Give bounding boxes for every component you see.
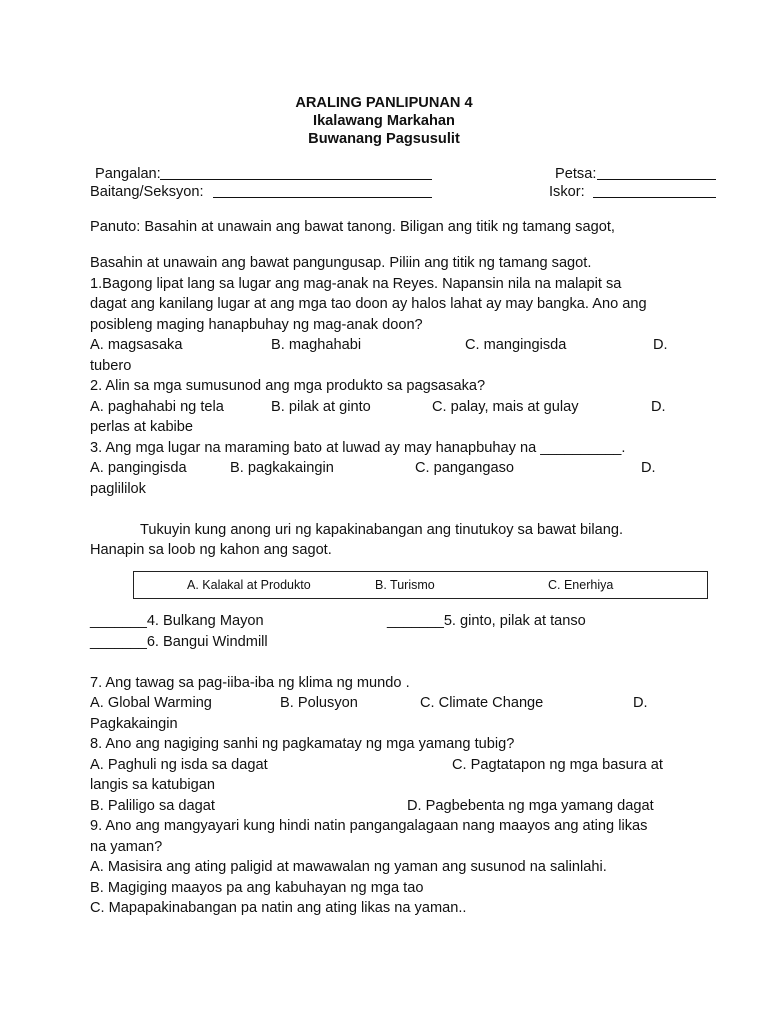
score-field[interactable]: [593, 196, 716, 198]
exam-type: Buwanang Pagsusulit: [308, 131, 460, 147]
section-label: Baitang/Seksyon:: [90, 184, 204, 200]
q2-choice-d-text: perlas at kabibe: [90, 419, 194, 435]
q1-choice-d-text: tubero: [90, 358, 132, 374]
part2-line1: Tukuyin kung anong uri ng kapakinabangan ang tinutukoy sa bawat bilang.: [140, 522, 624, 538]
name-label: Pangalan:: [95, 166, 161, 182]
q9-choice-c: C. Mapapakinabangan pa natin ang ating likas na yaman..: [90, 900, 467, 916]
q1-choice-b: B. maghahabi: [271, 337, 362, 353]
date-label: Petsa:: [555, 166, 597, 182]
q7-choice-a: A. Global Warming: [90, 695, 212, 711]
instructions: Panuto: Basahin at unawain ang bawat tanong. Biligan ang titik ng tamang sagot,: [90, 219, 615, 235]
q8-choice-c-text: langis sa katubigan: [90, 777, 215, 793]
q1-choice-a: A. magsasaka: [90, 337, 183, 353]
box-choice-c: C. Enerhiya: [548, 578, 614, 592]
q8-text: 8. Ano ang nagiging sanhi ng pagkamatay ng mga yamang tubig?: [90, 736, 515, 752]
q8-choice-d: D. Pagbebenta ng mga yamang dagat: [407, 798, 654, 814]
q2-choice-a: A. paghahabi ng tela: [90, 399, 224, 415]
q3-text: 3. Ang mga lugar na maraming bato at luwad ay may hanapbuhay na __________.: [90, 440, 626, 456]
q3-choice-d-text: paglililok: [90, 481, 146, 497]
q9-line1: 9. Ano ang mangyayari kung hindi natin pangangalagaan nang maayos ang ating likas: [90, 818, 648, 834]
part2-line2: Hanapin sa loob ng kahon ang sagot.: [90, 542, 332, 558]
q3-choice-c: C. pangangaso: [415, 460, 514, 476]
section-field[interactable]: [213, 196, 432, 198]
q9-line2: na yaman?: [90, 839, 163, 855]
q1-choice-d: D.: [653, 337, 668, 353]
date-field[interactable]: [597, 178, 716, 180]
q2-choice-d: D.: [651, 399, 666, 415]
q2-choice-b: B. pilak at ginto: [271, 399, 371, 415]
q8-choice-c: C. Pagtatapon ng mga basura at: [452, 757, 663, 773]
box-choice-a: A. Kalakal at Produkto: [187, 578, 311, 592]
q7-text: 7. Ang tawag sa pag-iiba-iba ng klima ng mundo .: [90, 675, 410, 691]
q2-text: 2. Alin sa mga sumusunod ang mga produkto sa pagsasaka?: [90, 378, 486, 394]
q9-choice-b: B. Magiging maayos pa ang kabuhayan ng mga tao: [90, 880, 424, 896]
q7-choice-d-text: Pagkakaingin: [90, 716, 178, 732]
part1-directions: Basahin at unawain ang bawat pangungusap. Piliin ang titik ng tamang sagot.: [90, 255, 592, 271]
q8-choice-a: A. Paghuli ng isda sa dagat: [90, 757, 268, 773]
q4-item: _______4. Bulkang Mayon: [90, 613, 264, 629]
q3-choice-b: B. pagkakaingin: [230, 460, 334, 476]
q7-choice-b: B. Polusyon: [280, 695, 358, 711]
answer-choices-box: [133, 571, 708, 599]
q9-choice-a: A. Masisira ang ating paligid at mawawalan ng yaman ang susunod na salinlahi.: [90, 859, 607, 875]
box-choice-b: B. Turismo: [375, 578, 435, 592]
exam-quarter: Ikalawang Markahan: [313, 113, 455, 129]
q5-item: _______5. ginto, pilak at tanso: [387, 613, 586, 629]
q7-choice-c: C. Climate Change: [420, 695, 544, 711]
score-label: Iskor:: [549, 184, 585, 200]
q1-choice-c: C. mangingisda: [465, 337, 567, 353]
q3-choice-a: A. pangingisda: [90, 460, 187, 476]
q1-line1: 1.Bagong lipat lang sa lugar ang mag-anak na Reyes. Napansin nila na malapit sa: [90, 276, 622, 292]
q8-choice-b: B. Paliligo sa dagat: [90, 798, 215, 814]
exam-title: ARALING PANLIPUNAN 4: [295, 95, 473, 111]
q1-line2: dagat ang kanilang lugar at ang mga tao doon ay halos lahat ay may bangka. Ano ang: [90, 296, 647, 312]
q6-item: _______6. Bangui Windmill: [90, 634, 268, 650]
q3-choice-d: D.: [641, 460, 656, 476]
name-field[interactable]: [160, 178, 432, 180]
q2-choice-c: C. palay, mais at gulay: [432, 399, 579, 415]
q1-line3: posibleng maging hanapbuhay ng mag-anak doon?: [90, 317, 423, 333]
q7-choice-d: D.: [633, 695, 648, 711]
